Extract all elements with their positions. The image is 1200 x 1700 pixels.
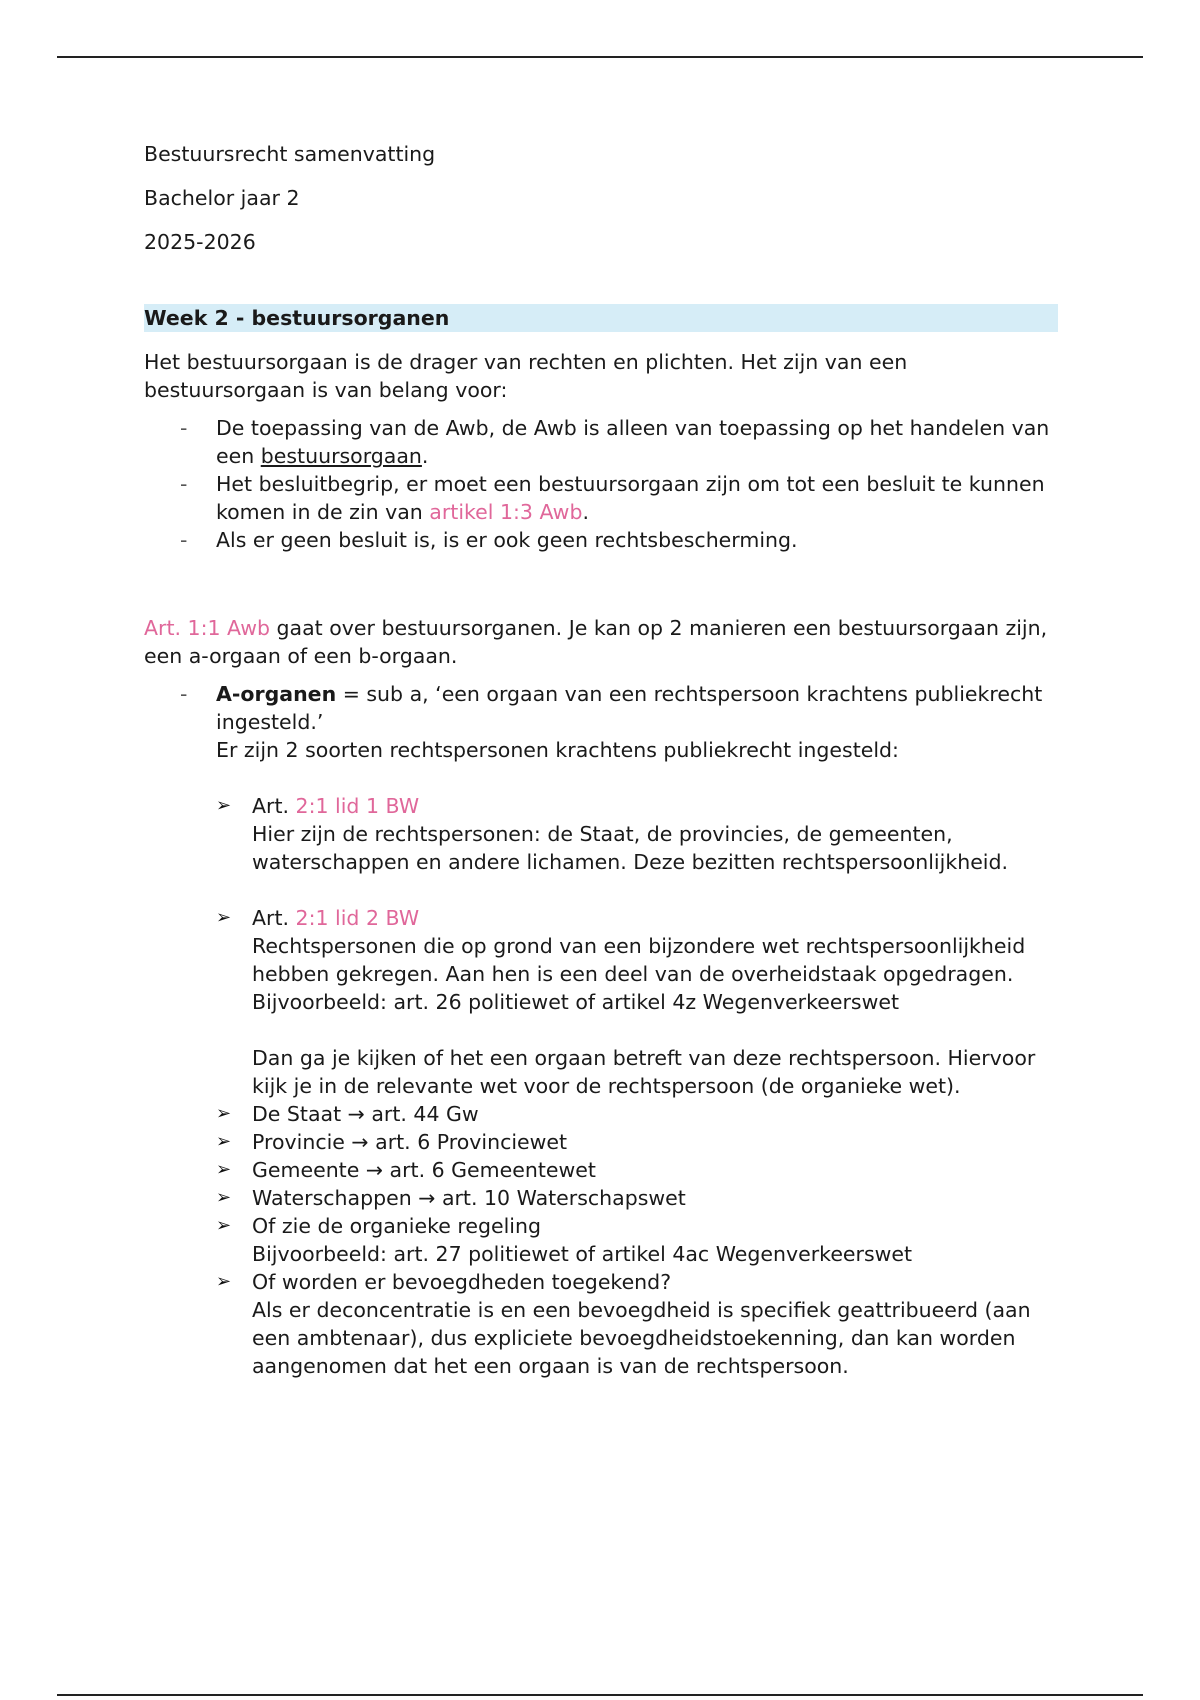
top-rule bbox=[57, 56, 1143, 58]
intro-paragraph: Het bestuursorgaan is de drager van rechten en plichten. Het zijn van een bestuursorgaan is van belang voor: bbox=[144, 350, 908, 402]
document-meta bbox=[144, 140, 1058, 256]
law-reference: Art. 1:1 Awb bbox=[144, 616, 271, 640]
law-reference: 2:1 lid 2 BW bbox=[295, 906, 420, 930]
list-item: ➢ Waterschappen → art. 10 Waterschapswet bbox=[216, 1184, 1058, 1212]
article-paragraph: Art. 1:1 Awb gaat over bestuursorganen. Je kan op 2 manieren een bestuursorgaan zijn, een a-orgaan of een b-orgaan. bbox=[144, 616, 1048, 668]
organ-types-list bbox=[144, 680, 1058, 1380]
list-item: - De toepassing van de Awb, de Awb is alleen van toepassing op het handelen van een bestuursorgaan. bbox=[144, 414, 1058, 470]
list-item: ➢ Art. 2:1 lid 2 BW Rechtspersonen die op grond van een bijzondere wet rechtspersoonlijkheid hebben gekregen. Aan hen is een deel van de overheidstaak opgedragen. Bijvoorbeeld: art. 26 politiewet of artikel 4z Wegenverkeerswet Dan ga je kijken of het een orgaan betreft van deze rechtspersoon. Hiervoor kijk je in de relevante wet voor de rechtspersoon (de organieke wet). bbox=[216, 904, 1058, 1100]
document-subtitle: Bachelor jaar 2 bbox=[144, 186, 300, 210]
list-item: - Als er geen besluit is, is er ook geen rechtsbescherming. bbox=[144, 526, 1058, 554]
list-item: ➢ Of zie de organieke regeling Bijvoorbeeld: art. 27 politiewet of artikel 4ac Wegenverkeerswet bbox=[216, 1212, 1058, 1268]
legal-person-list bbox=[216, 792, 1058, 1380]
bottom-rule bbox=[57, 1694, 1143, 1696]
law-reference: artikel 1:3 Awb bbox=[429, 500, 583, 524]
list-item: - Het besluitbegrip, er moet een bestuursorgaan zijn om tot een besluit te kunnen komen in de zin van artikel 1:3 Awb. bbox=[144, 470, 1058, 526]
document-page bbox=[144, 140, 1058, 1380]
list-item: ➢ Art. 2:1 lid 1 BW Hier zijn de rechtspersonen: de Staat, de provincies, de gemeenten, waterschappen en andere lichamen. Deze bezitten rechtspersoonlijkheid. bbox=[216, 792, 1058, 904]
list-item: ➢ De Staat → art. 44 Gw bbox=[216, 1100, 1058, 1128]
importance-list bbox=[144, 414, 1058, 554]
section-heading: Week 2 - bestuursorganen bbox=[144, 304, 1058, 332]
list-item: ➢ Provincie → art. 6 Provinciewet bbox=[216, 1128, 1058, 1156]
a-organen-label: A-organen bbox=[216, 682, 337, 706]
law-reference: 2:1 lid 1 BW bbox=[295, 794, 420, 818]
underlined-term: bestuursorgaan bbox=[260, 444, 422, 468]
list-item: ➢ Of worden er bevoegdheden toegekend? Als er deconcentratie is en een bevoegdheid is specifiek geattribueerd (aan een ambtenaar), dus expliciete bevoegdheidstoekenning, dan kan worden aangenomen dat het een orgaan is van de rechtspersoon. bbox=[216, 1268, 1058, 1380]
list-item-a-organen: - A-organen = sub a, ‘een orgaan van een rechtspersoon krachtens publiekrecht ingesteld.’ Er zijn 2 soorten rechtspersonen krachtens publiekrecht ingesteld: ➢ Art. 2:1 lid 1 BW Hier zijn de rechtspersonen: de Staat, de provincies, de gemeenten, waterschappen en andere lichamen. Deze bezitten rechtspersoonlijkheid. ➢ Art. 2:1 lid 2 BW Rechtspersonen die op grond van een bijzondere wet rechtspersoonlijkheid hebben gekregen. Aan hen is een deel van de overheidstaak opgedragen. Bijvoorbeeld: art. 26 politiewet of artikel 4z Wegenverkeerswet Dan ga je kijken of het een orgaan betreft van deze rechtspersoon. Hiervoor kijk je in de relevante wet voor de rechtspersoon (de organieke wet). ➢ De Staat → art. 44 Gw ➢ Provincie → art. 6 Provinciewet ➢ Gemeente → art. 6 Gemeentewet ➢ Waterschappen → art. 10 Waterschapswet ➢ Of zie de organieke regeling Bijvoorbeeld: art. 27 politiewet of artikel 4ac Wegenverkeerswet ➢ Of worden er bevoegdheden toegekend? Als er deconcentratie is en een bevoegdheid is specifiek geattribueerd (aan een ambtenaar), dus expliciete bevoegdheidstoekenning, dan kan worden aangenomen dat het een orgaan is van de rechtspersoon. bbox=[144, 680, 1058, 1380]
document-year: 2025-2026 bbox=[144, 230, 256, 254]
document-title: Bestuursrecht samenvatting bbox=[144, 142, 436, 166]
list-item: ➢ Gemeente → art. 6 Gemeentewet bbox=[216, 1156, 1058, 1184]
